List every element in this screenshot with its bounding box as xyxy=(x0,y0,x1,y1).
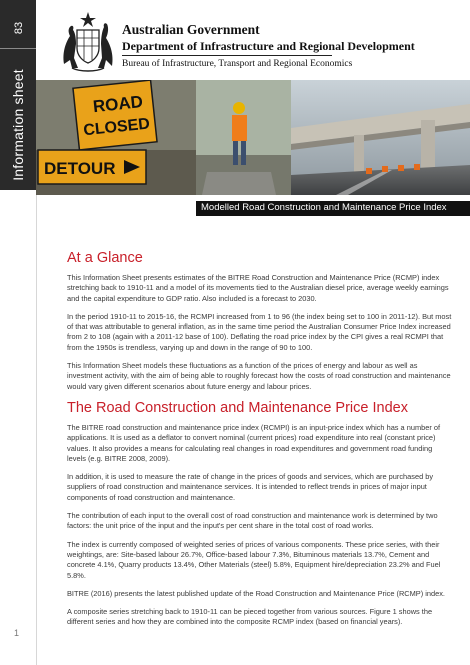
bureau-name: Bureau of Infrastructure, Transport and Regional Economics xyxy=(122,59,353,69)
detour-sign xyxy=(38,150,146,184)
road-closed-sign xyxy=(73,80,157,150)
paragraph: In addition, it is used to measure the rate of change in the prices of goods and services, which are purchased by suppliers of road construction and maintenance services. It is intended to reflect trends in prices of major input components of road construction and maintenance. xyxy=(67,472,434,502)
section-heading-at-a-glance: At a Glance xyxy=(67,250,143,266)
coat-of-arms-icon xyxy=(58,8,118,74)
paragraph: This Information Sheet models these fluctuations as a function of the prices of energy and labour as well as investment activity, with the aim of being able to roughly forecast how the costs of road construction and maintenance would vary given different scenarios about future energy and labour prices. xyxy=(67,361,451,391)
paragraph: In the period 1910-11 to 2015-16, the RCMPI increased from 1 to 96 (the index being set to 100 in 2011-12). But most of that was attributable to general inflation, as in the same time period the Australian Consumer Price Index increased from 2 to 108 (again with a 2011-12 base of 100). Deflating the road price index by the CPI gives a real RCMPI that from the 1950s is trendless, varying up and down in the range of 90 to 100. xyxy=(67,311,452,352)
sidebar-divider xyxy=(0,48,36,49)
paragraph: A composite series stretching back to 1910-11 can be pieced together from various sources. Figure 1 shows the different series and how they are combined into the composite RCMP index (based on financial years). xyxy=(67,607,433,627)
paragraph: BITRE (2016) presents the latest published update of the Road Construction and Maintenance Price (RCMP) index. xyxy=(67,588,445,598)
paragraph: The contribution of each input to the overall cost of road construction and maintenance work is determined by two factors: the unit price of the input and the input's per cent share in the total cost of road works. xyxy=(67,511,438,531)
section-heading-rcmpi: The Road Construction and Maintenance Price Index xyxy=(67,399,408,416)
sidebar-rule xyxy=(36,190,37,665)
page-number: 1 xyxy=(14,628,20,638)
sign-text-detour: DETOUR xyxy=(44,159,116,178)
header-rule xyxy=(122,55,332,56)
banner-caption: Modelled Road Construction and Maintenance Price Index xyxy=(201,202,447,213)
sidebar xyxy=(0,0,36,665)
paragraph: The index is currently composed of weighted series of prices of various components. These price series, with their weightings, are: Site-based labour 26.7%, Office-based labour 7.3%, Bituminous materials 13.7%, Cement and concrete 4.1%, Quarry products 13.4%, Other Materials (steel) 5.8%, Equipment hire/depreciation 23.2% and Fuel 5.8%. xyxy=(67,539,441,580)
paragraph: This Information Sheet presents estimates of the BITRE Road Construction and Maintenance Price (RCMP) index stretching back to 1910-11 and a model of its movements tied to the Australian diesel price, average weekly earnings and the capital expenditure to GDP ratio. Also included is a forecast to 2030. xyxy=(67,273,449,303)
sidebar-title: Information sheet xyxy=(10,69,26,181)
government-name: Australian Government xyxy=(122,22,260,37)
sign-text-closed: CLOSED xyxy=(82,115,151,140)
banner-image xyxy=(36,80,470,195)
sign-text-road: ROAD xyxy=(92,92,144,117)
main-content xyxy=(67,250,452,636)
paragraph: The BITRE road construction and maintenance price index (RCMPI) is an input-price index which has a number of applications. It is used as a deflator to convert nominal (current prices) road expenditure into real (constant price) values. It also provides a means for calculating real changes in road expenditures and government road funding levels (e.g. BITRE 2008, 2009). xyxy=(67,422,440,463)
department-name: Department of Infrastructure and Regional Development xyxy=(122,39,415,53)
issue-number: 83 xyxy=(13,21,25,35)
